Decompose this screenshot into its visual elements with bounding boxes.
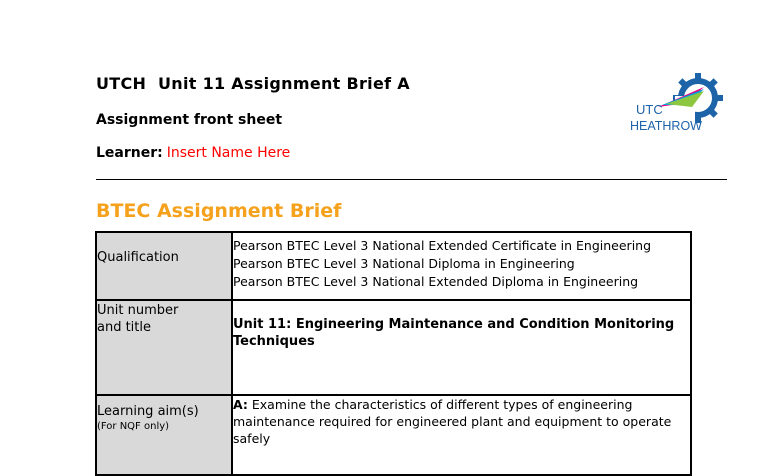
unit-title: Unit 11: Engineering Maintenance and Condition Monitoring Techniques	[233, 317, 675, 349]
qualification-line: Pearson BTEC Level 3 National Extended Diploma in Engineering	[233, 274, 639, 289]
document-subtitle: Assignment front sheet	[96, 112, 283, 128]
qualification-line: Pearson BTEC Level 3 National Extended Certificate in Engineering	[233, 238, 652, 253]
aim-note: (For NQF only)	[97, 421, 170, 432]
utc-heathrow-logo	[628, 67, 728, 137]
document-title: UTCH Unit 11 Assignment Brief A	[96, 74, 410, 93]
qualification-value-cell[interactable]	[232, 232, 691, 300]
aim-prefix: A:	[233, 397, 248, 412]
gear-with-swoosh-icon	[628, 67, 728, 137]
qualification-label: Qualification	[97, 250, 179, 265]
unit-value-cell[interactable]	[232, 300, 691, 395]
assignment-brief-table	[95, 231, 692, 476]
aim-label: Learning aim(s)	[97, 404, 199, 419]
unit-label-line: Unit number	[97, 303, 179, 318]
learner-name-field[interactable]: Insert Name Here	[166, 145, 291, 161]
unit-label-cell	[96, 300, 232, 395]
table-row-learning-aim	[96, 395, 691, 475]
learner-label: Learner:	[96, 145, 163, 161]
logo-text-heathrow: HEATHROW	[630, 119, 702, 133]
aim-text: Examine the characteristics of different types of engineering maintenance required for engineered plant and equipment to operate safely	[233, 397, 672, 446]
aim-label-cell	[96, 395, 232, 475]
qualification-line: Pearson BTEC Level 3 National Diploma in Engineering	[233, 256, 575, 271]
learner-line	[96, 145, 290, 161]
table-row-unit	[96, 300, 691, 395]
aim-value-cell[interactable]	[232, 395, 691, 475]
qualification-label-cell	[96, 232, 232, 300]
unit-label-line: and title	[97, 320, 152, 335]
brief-heading: BTEC Assignment Brief	[96, 200, 342, 222]
table-row-qualification	[96, 232, 691, 300]
header-divider	[96, 179, 727, 180]
logo-text-utc: UTC	[636, 102, 663, 117]
